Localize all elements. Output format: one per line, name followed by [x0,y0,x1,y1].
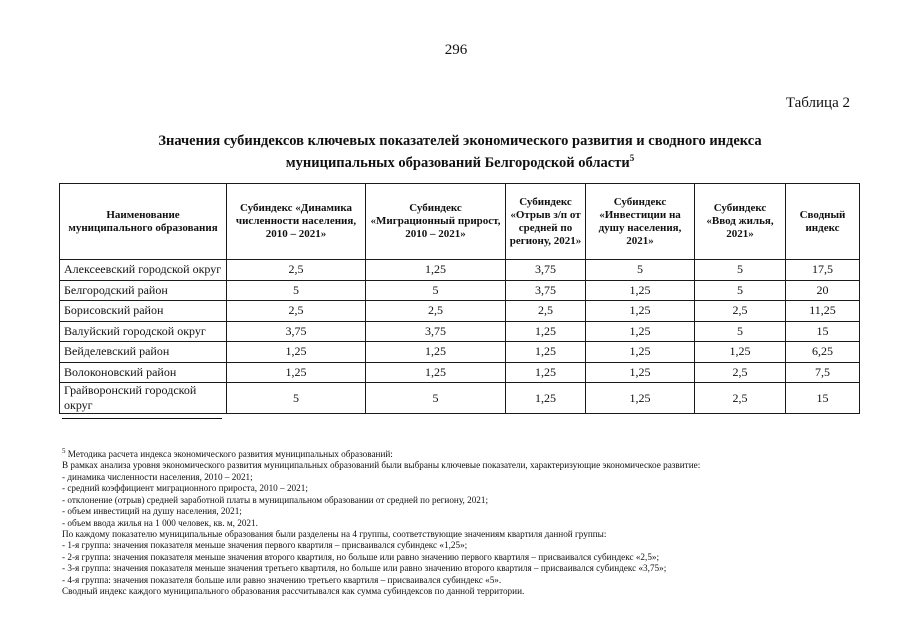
cell-population-dynamics: 5 [227,280,366,301]
cell-migration-growth: 3,75 [366,321,506,342]
cell-housing-commissioning: 5 [695,280,786,301]
cell-investment-per-capita: 5 [586,260,695,281]
cell-salary-gap: 3,75 [506,280,586,301]
footnote-line: - объем инвестиций на душу населения, 2021; [62,506,242,517]
cell-salary-gap: 1,25 [506,383,586,414]
footnote-block [62,446,862,597]
cell-municipality: Валуйский городской округ [60,321,227,342]
cell-population-dynamics: 1,25 [227,362,366,383]
title-footnote-mark: 5 [629,153,635,163]
cell-population-dynamics: 2,5 [227,260,366,281]
table-header-row [60,184,860,260]
cell-investment-per-capita: 1,25 [586,301,695,322]
cell-summary-index: 15 [786,321,860,342]
cell-investment-per-capita: 1,25 [586,383,695,414]
footnote-line: - 1-я группа: значения показателя меньше значения первого квартиля – присваивался субиндекс «1,25»; [62,540,468,551]
cell-summary-index: 11,25 [786,301,860,322]
footnote-line: - объем ввода жилья на 1 000 человек, кв. м, 2021. [62,517,258,528]
footnote-line: - 3-я группа: значения показателя меньше значения третьего квартиля, но больше или равно значению второго квартиля – присваивался субиндекс «3,75»; [62,563,667,574]
cell-investment-per-capita: 1,25 [586,280,695,301]
table-row [60,342,860,363]
cell-housing-commissioning: 2,5 [695,362,786,383]
cell-migration-growth: 1,25 [366,362,506,383]
footnote-line: - 2-я группа: значения показателя меньше значения второго квартиля, но больше или равно значению первого квартиля – присваивался субиндекс «2,5»; [62,551,660,562]
table-label: Таблица 2 [785,95,850,111]
header-municipality: Наименование муниципального образования [60,184,227,260]
footnote-heading: Методика расчета индекса экономического развития муниципальных образований: [67,449,393,460]
table-title [60,133,860,172]
cell-salary-gap: 1,25 [506,342,586,363]
cell-salary-gap: 1,25 [506,321,586,342]
footnote-line: - отклонение (отрыв) средней заработной платы в муниципальном образовании от средней по региону, 2021; [62,494,489,505]
header-summary-index: Сводный индекс [786,184,860,260]
cell-salary-gap: 3,75 [506,260,586,281]
cell-investment-per-capita: 1,25 [586,321,695,342]
footnote-line: Сводный индекс каждого муниципального образования рассчитывался как сумма субиндексов по данной территории. [62,585,525,596]
table-row [60,280,860,301]
table-row [60,383,860,414]
header-salary-gap: Субиндекс «Отрыв з/п от средней по региону, 2021» [506,184,586,260]
cell-migration-growth: 1,25 [366,260,506,281]
cell-population-dynamics: 2,5 [227,301,366,322]
header-housing-commissioning: Субиндекс «Ввод жилья, 2021» [695,184,786,260]
cell-municipality: Борисовский район [60,301,227,322]
cell-summary-index: 20 [786,280,860,301]
cell-migration-growth: 5 [366,280,506,301]
cell-population-dynamics: 1,25 [227,342,366,363]
table-row [60,362,860,383]
cell-migration-growth: 1,25 [366,342,506,363]
cell-summary-index: 15 [786,383,860,414]
cell-migration-growth: 5 [366,383,506,414]
header-population-dynamics: Субиндекс «Динамика численности населения, 2010 – 2021» [227,184,366,260]
cell-housing-commissioning: 5 [695,321,786,342]
footnote-mark: 5 [62,447,66,455]
table-row [60,321,860,342]
footnote-line [62,446,862,460]
cell-salary-gap: 2,5 [506,301,586,322]
cell-municipality: Вейделевский район [60,342,227,363]
footnote-line: - динамика численности населения, 2010 – 2021; [62,471,253,482]
footnote-divider [62,418,222,419]
footnote-line: По каждому показателю муниципальные образования были разделены на 4 группы, соответствующие значениям квартиля данной группы: [62,528,607,539]
title-line-2-text: муниципальных образований Белгородской области [285,154,630,171]
cell-municipality: Алексеевский городской округ [60,260,227,281]
title-line-1: Значения субиндексов ключевых показателей экономического развития и сводного индекса [158,133,762,149]
cell-population-dynamics: 3,75 [227,321,366,342]
cell-municipality: Волоконовский район [60,362,227,383]
cell-housing-commissioning: 2,5 [695,301,786,322]
cell-population-dynamics: 5 [227,383,366,414]
table-row [60,260,860,281]
header-migration-growth: Субиндекс «Миграционный прирост, 2010 – 2021» [366,184,506,260]
cell-investment-per-capita: 1,25 [586,342,695,363]
cell-salary-gap: 1,25 [506,362,586,383]
cell-housing-commissioning: 1,25 [695,342,786,363]
cell-municipality: Грайворонский городской округ [60,383,227,414]
cell-housing-commissioning: 2,5 [695,383,786,414]
table-row [60,301,860,322]
footnote-line: - средний коэффициент миграционного прироста, 2010 – 2021; [62,483,308,494]
header-investment-per-capita: Субиндекс «Инвестиции на душу населения, 2021» [586,184,695,260]
cell-housing-commissioning: 5 [695,260,786,281]
footnote-line: В рамках анализа уровня экономического развития муниципальных образований были выбраны ключевые показатели, характеризующие экономическое развитие: [62,460,701,471]
cell-municipality: Белгородский район [60,280,227,301]
cell-investment-per-capita: 1,25 [586,362,695,383]
cell-summary-index: 7,5 [786,362,860,383]
cell-summary-index: 6,25 [786,342,860,363]
cell-summary-index: 17,5 [786,260,860,281]
cell-migration-growth: 2,5 [366,301,506,322]
title-line-2 [60,150,860,172]
footnote-line: - 4-я группа: значения показателя больше или равно значению третьего квартиля – присваивался субиндекс «5». [62,574,502,585]
subindex-table [59,183,860,414]
page-number: 296 [444,42,468,58]
